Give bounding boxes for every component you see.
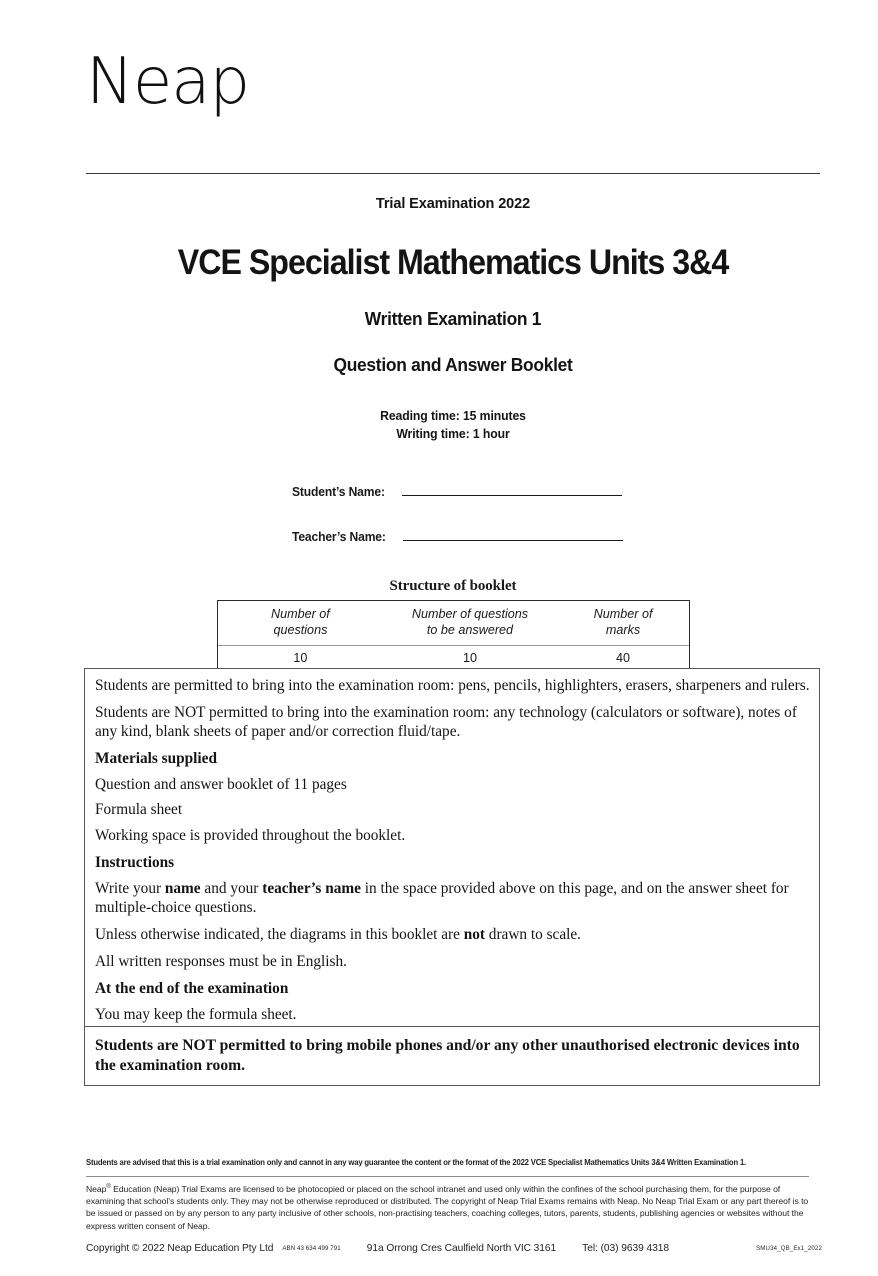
company-address: 91a Orrong Cres Caulfield North VIC 3161 [366,1243,557,1254]
instruction-bold-teacher-name: teacher’s name [262,880,361,898]
writing-time-line: Writing time: 1 hour [396,425,510,441]
header-line-1: Number of questions [411,607,529,621]
materials-item-booklet: Question and answer booklet of 11 pages [95,775,347,793]
copyright-body-text: Education (Neap) Trial Exams are licensed to be photocopied or placed on the school intranet and used only within the confines of the school purchasing them, for the purpose of examining that school’s students only. They may not be otherwise reproduced or distributed. The copyright of Neap Trial Exams remains with Neap. No Neap Trial Exam or any part thereof is to be issued or passed on by any person to any party inclusive of other schools, non-practising teachers, coaching colleges, tutors, parents, students, publishing agencies or websites without the express written consent of Neap. [86,1184,809,1231]
copyright-paragraph [86,1183,810,1232]
instruction-english-responses: All written responses must be in English. [95,952,347,970]
materials-supplied-heading: Materials supplied [95,749,217,767]
warning-text: Students are NOT permitted to bring mobile phones and/or any other unauthorised electronic devices into the examination room. [95,1037,800,1074]
teacher-name-label: Teacher’s Name: [292,529,386,544]
instruction-bold-not: not [463,925,485,943]
header-line-1: Number of [593,607,653,621]
instructions-box [84,668,820,1033]
instruction-text-post: drawn to scale. [484,925,581,943]
instruction-text-mid: and your [200,880,263,898]
end-of-examination-text: You may keep the formula sheet. [95,1005,297,1023]
cell-number-of-marks: 40 [616,651,631,666]
materials-item-formula-sheet: Formula sheet [95,801,183,819]
header-line-2: questions [273,622,328,637]
instruction-text-pre: Unless otherwise indicated, the diagrams in this booklet are [95,925,464,943]
registered-trademark-icon: ® [106,1184,111,1191]
not-permitted-items-text: Students are NOT permitted to bring into the examination room: any technology (calculators or software), notes of any kind, blank sheets of paper and/or correction fluid/tape. [95,703,797,740]
instruction-write-name [95,880,810,918]
student-name-row [292,482,712,499]
header-divider [86,173,820,174]
telephone-number: Tel: (03) 9639 4318 [582,1243,669,1254]
column-header-number-of-marks [557,601,689,646]
column-header-number-of-questions [218,601,383,646]
teacher-name-input[interactable] [403,527,623,541]
column-header-questions-to-be-answered [383,601,557,646]
written-examination-line: Written Examination 1 [364,308,542,330]
document-code: SMU34_QB_Ex1_2022 [756,1245,822,1252]
cell-questions-to-be-answered: 10 [462,651,477,666]
table-header-row [218,601,689,646]
trial-examination-line: Trial Examination 2022 [375,196,531,212]
copyright-line: Copyright © 2022 Neap Education Pty Ltd [86,1243,274,1254]
page-title: VCE Specialist Mathematics Units 3&4 [177,243,729,283]
teacher-name-row [292,527,712,544]
neap-logo: Neap [86,45,250,119]
student-name-input[interactable] [402,482,622,496]
mobile-phone-warning-box [84,1026,820,1086]
name-fields [292,482,712,572]
reading-time-line: Reading time: 15 minutes [380,407,526,423]
instruction-text-pre: Write your [95,880,165,898]
permitted-items-text: Students are permitted to bring into the examination room: pens, pencils, highlighters, erasers, sharpeners and rulers. [95,677,810,694]
footer-contact-line [86,1243,822,1254]
trial-exam-advisory: Students are advised that this is a trial examination only and cannot in any way guarantee the content or the format of the 2022 VCE Specialist Mathematics Units 3&4 Written Examination 1. [86,1158,747,1167]
materials-item-working-space: Working space is provided throughout the booklet. [95,827,406,845]
booklet-type-line: Question and Answer Booklet [333,354,573,376]
instructions-heading: Instructions [95,854,175,872]
structure-of-booklet-title: Structure of booklet [389,578,517,594]
header-line-1: Number of [271,607,330,621]
instruction-text-post: in the space provided above on this page, and on the answer sheet for multiple-choice questions. [95,880,789,917]
title-block [86,196,820,443]
copyright-neap-word: Neap [86,1184,107,1194]
structure-of-booklet-table [217,600,690,672]
abn-number: ABN 43 634 499 791 [282,1245,341,1252]
instruction-diagrams-scale [95,926,810,945]
header-line-2: to be answered [426,622,514,637]
footer-divider [86,1176,809,1177]
end-of-examination-heading: At the end of the examination [95,979,289,997]
cell-number-of-questions: 10 [293,651,308,666]
header-line-2: marks [605,622,641,637]
student-name-label: Student’s Name: [292,484,385,499]
instruction-bold-name: name [164,880,201,898]
